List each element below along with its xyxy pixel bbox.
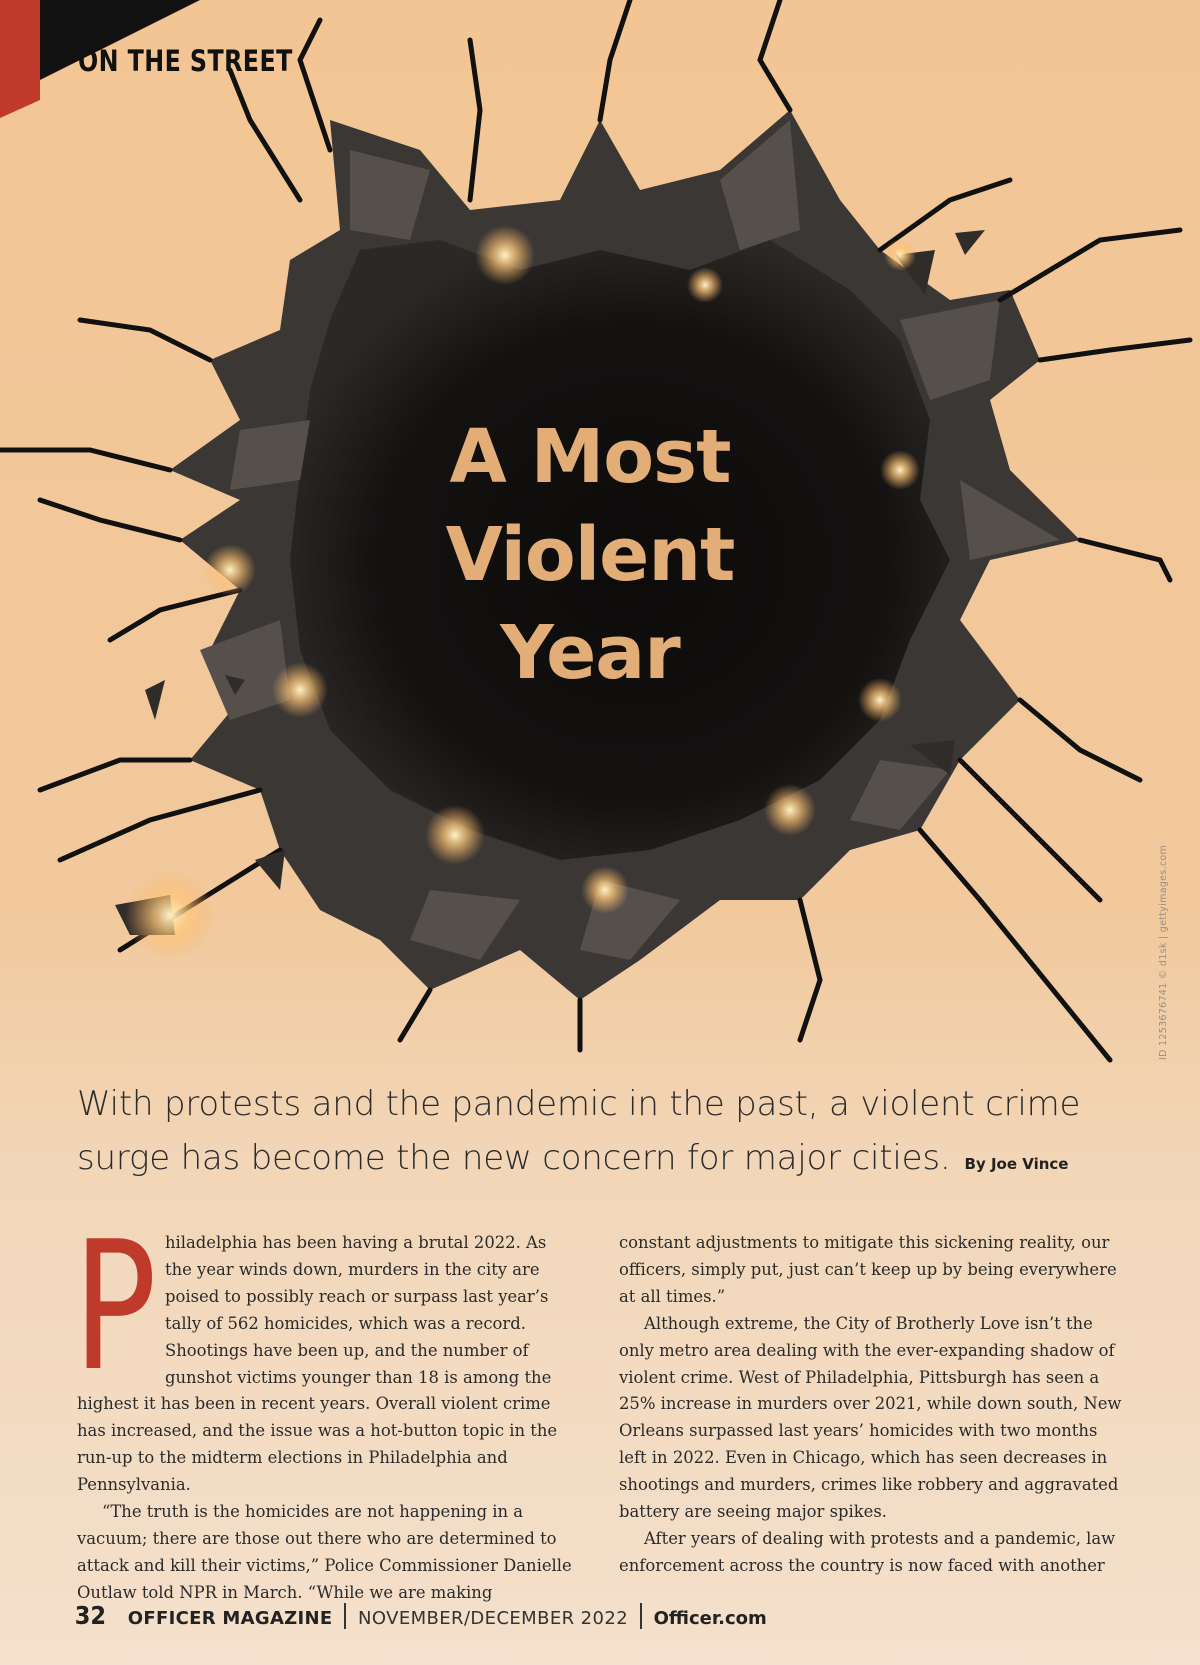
paragraph: After years of dealing with protests and a pandemic, law enforcement across the country is now faced with another [619,1528,1116,1575]
article-column-left [73,1203,577,1607]
deck-text: With protests and the pandemic in the past, a violent crime surge has become the new concern for major cities. [77,1084,1081,1178]
section-label: ON THE STREET [78,44,293,78]
footer-divider [344,1603,346,1629]
headline-line-1: A Most [449,414,731,500]
website-link[interactable]: Officer.com [653,1608,767,1629]
paragraph: Although extreme, the City of Brotherly Love isn’t the only metro area dealing with the ever-expanding shadow of violent crime. West of Philadelphia, Pittsburgh has seen a 25% increase in murders over 2021, while down south, New Orleans surpassed last years’ homicides with two months left in 2022. Even in Chicago, which has seen decreases in shootings and murders, crimes like robbery and aggravated battery are seeing major spikes. [619,1313,1122,1522]
paragraph: “The truth is the homicides are not happening in a vacuum; there are those out there who are determined to attack and kill their victims,” Police Commissioner Danielle Outlaw told NPR in March. “While we are making [77,1502,572,1602]
paragraph: constant adjustments to mitigate this sickening reality, our officers, simply put, just can’t keep up by being everywhere at all times.” [619,1233,1117,1306]
footer-divider [640,1603,642,1629]
magazine-name: OFFICER MAGAZINE [127,1608,333,1629]
article-deck [77,1077,1137,1191]
paragraph: hiladelphia has been having a brutal 2022. As the year winds down, murders in the city are poised to possibly reach or surpass last year’s tally of 562 homicides, which was a record. Shootings have been up, and the number of gunshot victims younger than 18 is among the highest it has been in recent years. Overall violent crime has increased, and the issue was a hot-button topic in the run-up to the midterm elections in Philadelphia and Pennsylvania. [77,1233,558,1495]
article-column-right [619,1230,1125,1580]
page-number: 32 [74,1601,107,1630]
photo-credit: ID 1253676741 © d1sk | gettyimages.com [1158,844,1169,1060]
page-footer [73,1601,767,1630]
headline-line-2: Violent [445,512,735,598]
headline-line-3: Year [500,610,680,696]
issue-date: NOVEMBER/DECEMBER 2022 [357,1608,629,1629]
article-headline [400,408,780,702]
byline: By Joe Vince [964,1155,1069,1173]
drop-cap: P [73,1203,157,1410]
